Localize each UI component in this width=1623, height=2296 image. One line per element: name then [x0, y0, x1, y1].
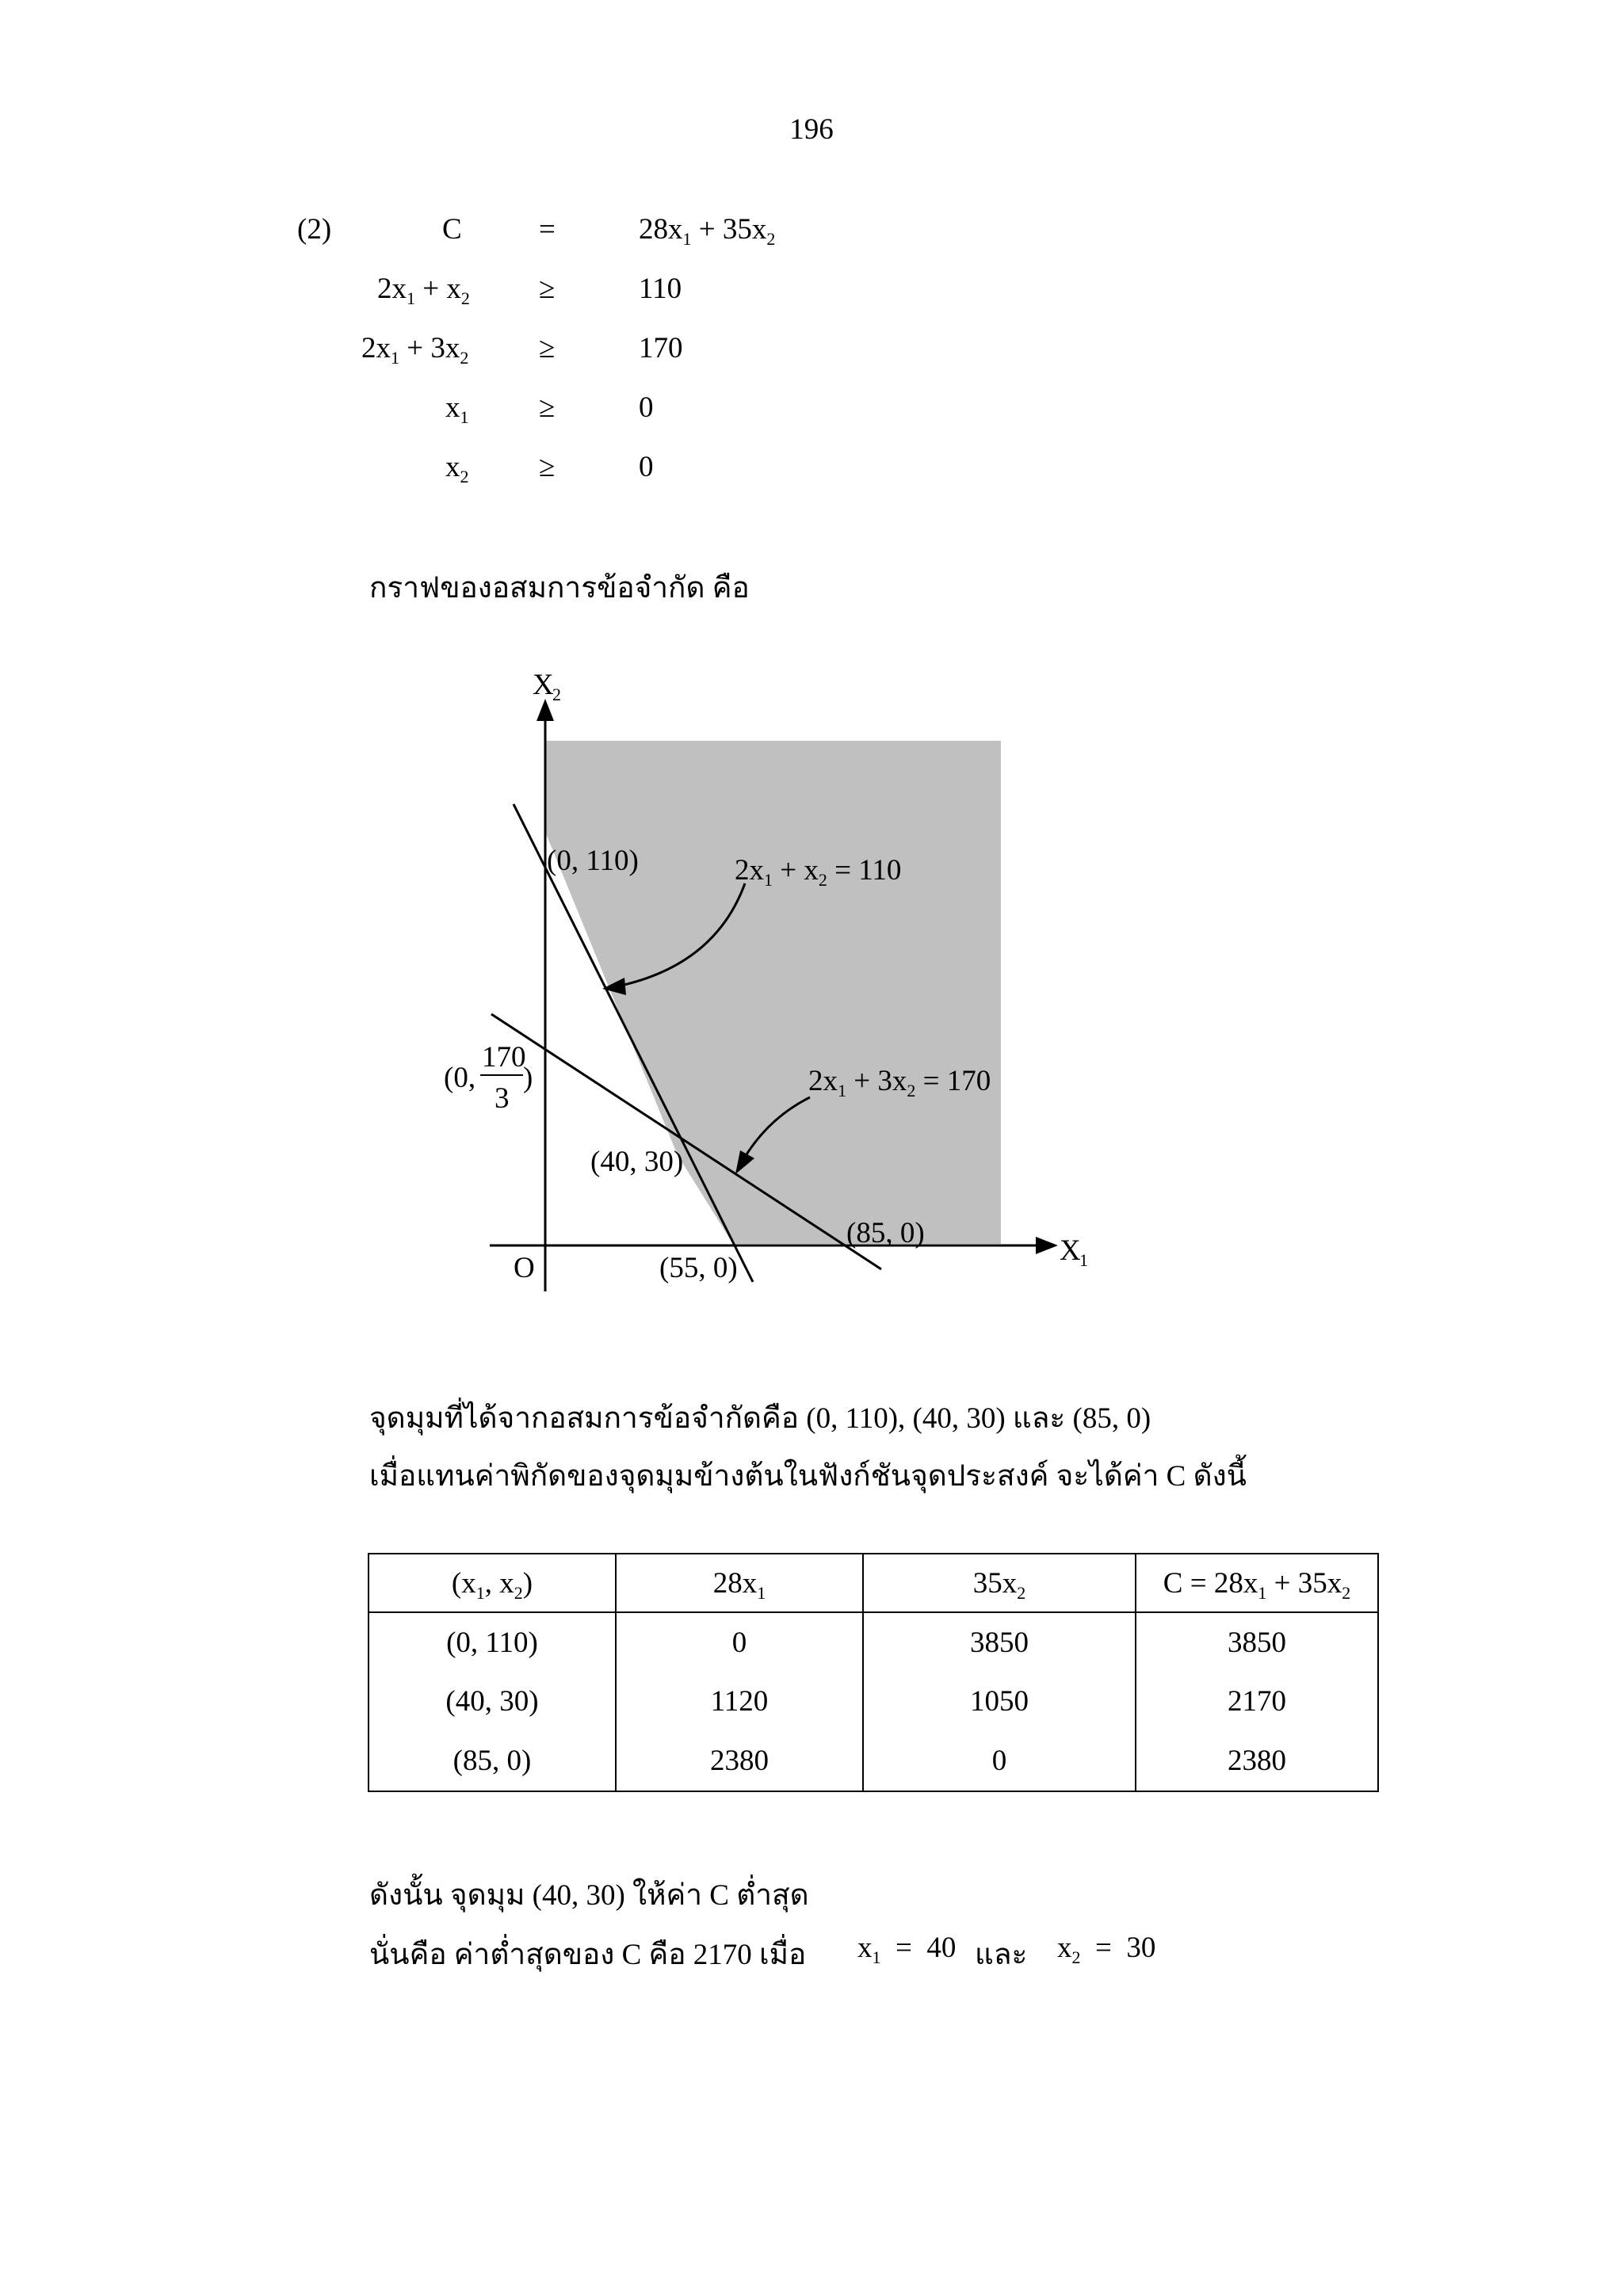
- table-cell: (85, 0): [369, 1731, 616, 1791]
- table-header-point: ($x_1$, $x_2$): [369, 1554, 616, 1612]
- svg-text:2x1 + x2 = 110: $2x_1 + x_2 = 110$: [735, 854, 902, 890]
- svg-text:): ): [523, 1062, 533, 1094]
- conclusion-line-2: นั่นคือ ค่าต่ำสุดของ C คือ 2170 เมื่อ: [369, 1939, 807, 1971]
- constraint-2-relation: ≥: [539, 332, 556, 364]
- table-cell: 2170: [1136, 1672, 1378, 1732]
- line-label-1: [735, 854, 901, 890]
- svg-text:2: 2: [552, 685, 561, 704]
- table-cell: 2380: [1136, 1731, 1378, 1791]
- substitution-text: เมื่อแทนค่าพิกัดของจุดมุมข้างต้นในฟังก์ชันจุดประสงค์ จะได้ค่า C ดังนี้: [369, 1460, 1247, 1493]
- objective-relation: =: [539, 213, 556, 246]
- svg-text:170: 170: [482, 1041, 526, 1074]
- constraint-1-rhs: 110: [639, 273, 682, 305]
- table-row: [369, 1731, 1378, 1791]
- table-header-28x1: $28x_1$: [616, 1554, 863, 1612]
- svg-text:2x1 + 3x2 = 170: $2x_1 + 3x_2 = 170$: [808, 1065, 991, 1100]
- table-cell: 3850: [1136, 1612, 1378, 1672]
- table-header-c: $C = 28x_1 + 35x_2$: [1136, 1554, 1378, 1612]
- constraint-4-lhs: $x_2$: [445, 451, 469, 486]
- x-axis-arrow-icon: [1036, 1237, 1058, 1254]
- constraint-3-rhs: 0: [639, 391, 654, 424]
- corner-points-text: จุดมุมที่ได้จากอสมการข้อจำกัดคือ (0, 110), (40, 30) และ (85, 0): [369, 1402, 1151, 1435]
- problem-number: (2): [297, 213, 332, 246]
- constraint-2-rhs: 170: [639, 332, 683, 364]
- svg-text:X: X: [533, 669, 554, 701]
- svg-text:3: 3: [495, 1082, 510, 1115]
- table-cell: 1050: [863, 1672, 1136, 1732]
- objective-lhs: C: [442, 213, 462, 246]
- table-row: [369, 1612, 1378, 1672]
- constraint-2-lhs: $2x_1 + 3x_2$: [361, 332, 469, 368]
- point-label-0-110: (0, 110): [547, 845, 639, 877]
- x-axis-label: [1060, 1234, 1088, 1270]
- page-number: 196: [789, 113, 834, 146]
- table-cell: 1120: [616, 1672, 863, 1732]
- line-label-2: [808, 1065, 991, 1100]
- y-axis-arrow-icon: [537, 699, 554, 721]
- constraint-1-relation: ≥: [539, 273, 556, 305]
- point-label-85-0: (85, 0): [846, 1217, 925, 1249]
- table-cell: 3850: [863, 1612, 1136, 1672]
- table-cell: 2380: [616, 1731, 863, 1791]
- conclusion-line-1: ดังนั้น จุดมุม (40, 30) ให้ค่า C ต่ำสุด: [369, 1879, 809, 1912]
- constraint-1-lhs: $2x_1 + x_2$: [377, 273, 470, 308]
- objective-rhs: $28x_1 + 35x_2$: [639, 213, 776, 249]
- table-cell: (0, 110): [369, 1612, 616, 1672]
- conclusion-x2: $x_2 = 30$: [1057, 1932, 1156, 1967]
- graph-intro-text: กราฟของอสมการข้อจำกัด คือ: [369, 572, 750, 605]
- conclusion-and: และ: [975, 1939, 1028, 1971]
- table-cell: (40, 30): [369, 1672, 616, 1732]
- constraint-3-lhs: $x_1$: [445, 391, 469, 427]
- objective-value-table: [368, 1553, 1379, 1792]
- constraint-4-rhs: 0: [639, 451, 654, 483]
- svg-text:(0,: (0,: [444, 1062, 476, 1094]
- point-label-55-0: (55, 0): [659, 1252, 738, 1284]
- svg-text:1: 1: [1079, 1250, 1088, 1270]
- point-label-40-30: (40, 30): [590, 1146, 684, 1178]
- svg-text:X: X: [1060, 1234, 1081, 1267]
- origin-label: O: [514, 1252, 535, 1284]
- point-label-0-170-3: [444, 1041, 533, 1115]
- constraint-4-relation: ≥: [539, 451, 556, 483]
- constraint-3-relation: ≥: [539, 391, 556, 424]
- conclusion-x1: $x_1 = 40$: [857, 1932, 957, 1967]
- table-header-35x2: $35x_2$: [863, 1554, 1136, 1612]
- y-axis-label: [533, 669, 561, 704]
- table-cell: 0: [863, 1731, 1136, 1791]
- table-header-row: [369, 1554, 1378, 1612]
- table-cell: 0: [616, 1612, 863, 1672]
- table-row: [369, 1672, 1378, 1732]
